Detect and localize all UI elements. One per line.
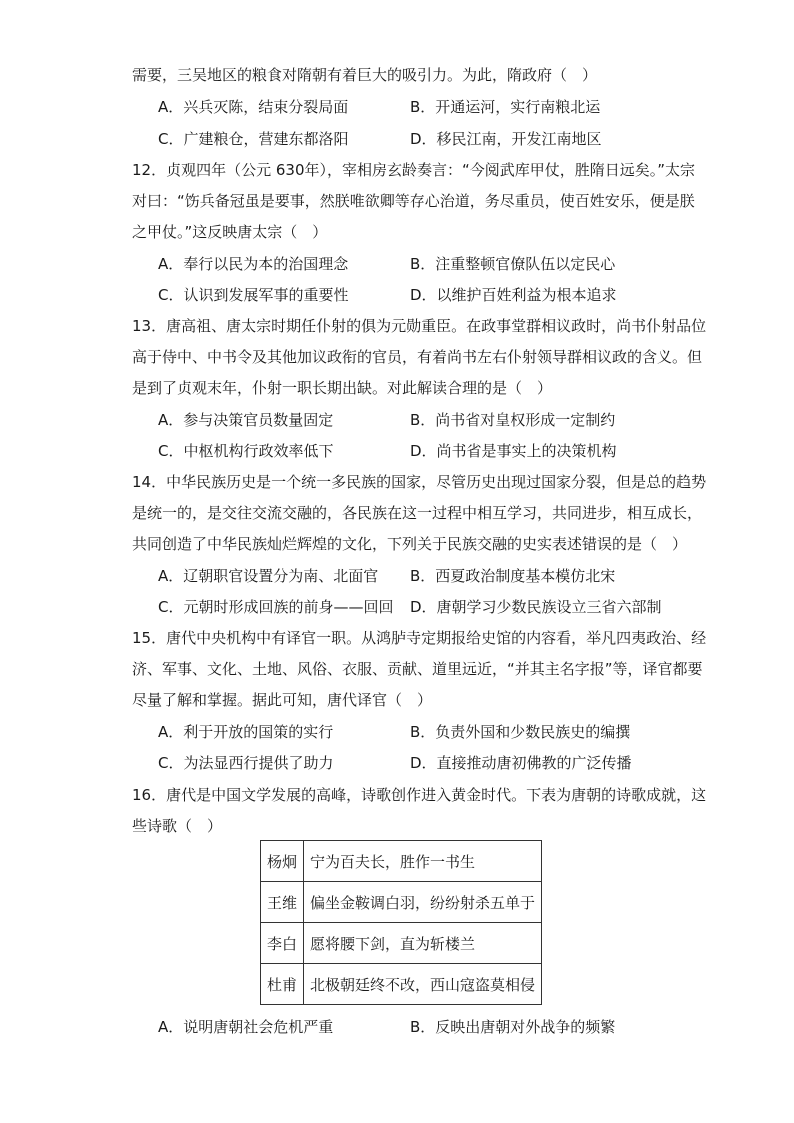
option-c: C．广建粮仓，营建东都洛阳 bbox=[158, 130, 349, 148]
question-15-option-b: B．负责外国和少数民族史的编撰 bbox=[410, 723, 631, 741]
question-13-option-a: A．参与决策官员数量固定 bbox=[158, 411, 334, 429]
question-16-option-a: A．说明唐朝社会危机严重 bbox=[158, 1018, 334, 1036]
question-16-stem-line-1: 16．唐代是中国文学发展的高峰，诗歌创作进入黄金时代。下表为唐朝的诗歌成就，这 bbox=[132, 786, 707, 804]
question-12-stem-line-3: 之甲仗。”这反映唐太宗（ ） bbox=[132, 223, 328, 241]
poet-cell: 李白 bbox=[261, 923, 304, 964]
question-15-option-c: C．为法显西行提供了助力 bbox=[158, 754, 334, 772]
question-12-option-a: A．奉行以民为本的治国理念 bbox=[158, 255, 349, 273]
table-row bbox=[261, 923, 542, 964]
question-14-stem-line-3: 共同创造了中华民族灿烂辉煌的文化，下列关于民族交融的史实表述错误的是（ ） bbox=[132, 535, 688, 553]
poetry-table bbox=[260, 840, 542, 1005]
question-15-option-a: A．利于开放的国策的实行 bbox=[158, 723, 334, 741]
question-13-option-c: C．中枢机构行政效率低下 bbox=[158, 442, 334, 460]
question-14-option-d: D．唐朝学习少数民族设立三省六部制 bbox=[410, 598, 662, 616]
question-13-stem-line-3: 是到了贞观末年，仆射一职长期出缺。对此解读合理的是（ ） bbox=[132, 379, 553, 397]
question-15-option-d: D．直接推动唐初佛教的广泛传播 bbox=[410, 754, 632, 772]
question-14-stem-line-1: 14．中华民族历史是一个统一多民族的国家，尽管历史出现过国家分裂，但是总的趋势 bbox=[132, 473, 707, 491]
question-13-option-b: B．尚书省对皇权形成一定制约 bbox=[410, 411, 616, 429]
question-12-stem-line-1: 12．贞观四年（公元 630年），宰相房玄龄奏言：“今阅武库甲仗，胜隋日远矣。”太宗 bbox=[132, 161, 696, 179]
question-14-option-b: B．西夏政治制度基本模仿北宋 bbox=[410, 567, 616, 585]
question-12-option-d: D．以维护百姓利益为根本追求 bbox=[410, 286, 617, 304]
question-15-stem-line-2: 济、军事、文化、土地、风俗、衣服、贡献、道里远近，“并其主名字报”等，译官都要 bbox=[132, 660, 703, 678]
option-d: D．移民江南，开发江南地区 bbox=[410, 130, 602, 148]
table-row bbox=[261, 841, 542, 882]
verse-cell: 愿将腰下剑，直为斩楼兰 bbox=[304, 923, 542, 964]
question-14-option-a: A．辽朝职官设置分为南、北面官 bbox=[158, 567, 379, 585]
question-16-option-b: B．反映出唐朝对外战争的频繁 bbox=[410, 1018, 616, 1036]
question-15-stem-line-1: 15．唐代中央机构中有译官一职。从鸿胪寺定期报给史馆的内容看，举凡四夷政治、经 bbox=[132, 629, 707, 647]
verse-cell: 偏坐金鞍调白羽，纷纷射杀五单于 bbox=[304, 882, 542, 923]
question-14-stem-line-2: 是统一的，是交往交流交融的，各民族在这一过程中相互学习，共同进步，相互成长， bbox=[132, 504, 703, 522]
poet-cell: 杨炯 bbox=[261, 841, 304, 882]
question-15-stem-line-3: 尽量了解和掌握。据此可知，唐代译官（ ） bbox=[132, 691, 433, 709]
question-13-stem-line-1: 13．唐高祖、唐太宗时期任仆射的俱为元勋重臣。在政事堂群相议政时，尚书仆射品位 bbox=[132, 317, 707, 335]
table-row bbox=[261, 964, 542, 1005]
question-12-option-b: B．注重整顿官僚队伍以定民心 bbox=[410, 255, 616, 273]
question-16-stem-line-2: 些诗歌（ ） bbox=[132, 817, 223, 835]
verse-cell: 北极朝廷终不改，西山寇盗莫相侵 bbox=[304, 964, 542, 1005]
question-13-stem-line-2: 高于侍中、中书令及其他加议政衔的官员，有着尚书左右仆射领导群相议政的含义。但 bbox=[132, 348, 703, 366]
option-a: A．兴兵灭陈，结束分裂局面 bbox=[158, 98, 349, 116]
table-row bbox=[261, 882, 542, 923]
question-stem-line: 需要，三吴地区的粮食对隋朝有着巨大的吸引力。为此，隋政府（ ） bbox=[132, 66, 598, 84]
poet-cell: 王维 bbox=[261, 882, 304, 923]
question-14-option-c: C．元朝时形成回族的前身——回回 bbox=[158, 598, 394, 616]
verse-cell: 宁为百夫长，胜作一书生 bbox=[304, 841, 542, 882]
question-13-option-d: D．尚书省是事实上的决策机构 bbox=[410, 442, 617, 460]
option-b: B．开通运河，实行南粮北运 bbox=[410, 98, 601, 116]
poet-cell: 杜甫 bbox=[261, 964, 304, 1005]
question-12-option-c: C．认识到发展军事的重要性 bbox=[158, 286, 349, 304]
question-12-stem-line-2: 对曰：“饬兵备冠虽是要事，然朕唯欲卿等存心治道，务尽重员，使百姓安乐，便是朕 bbox=[132, 192, 695, 210]
